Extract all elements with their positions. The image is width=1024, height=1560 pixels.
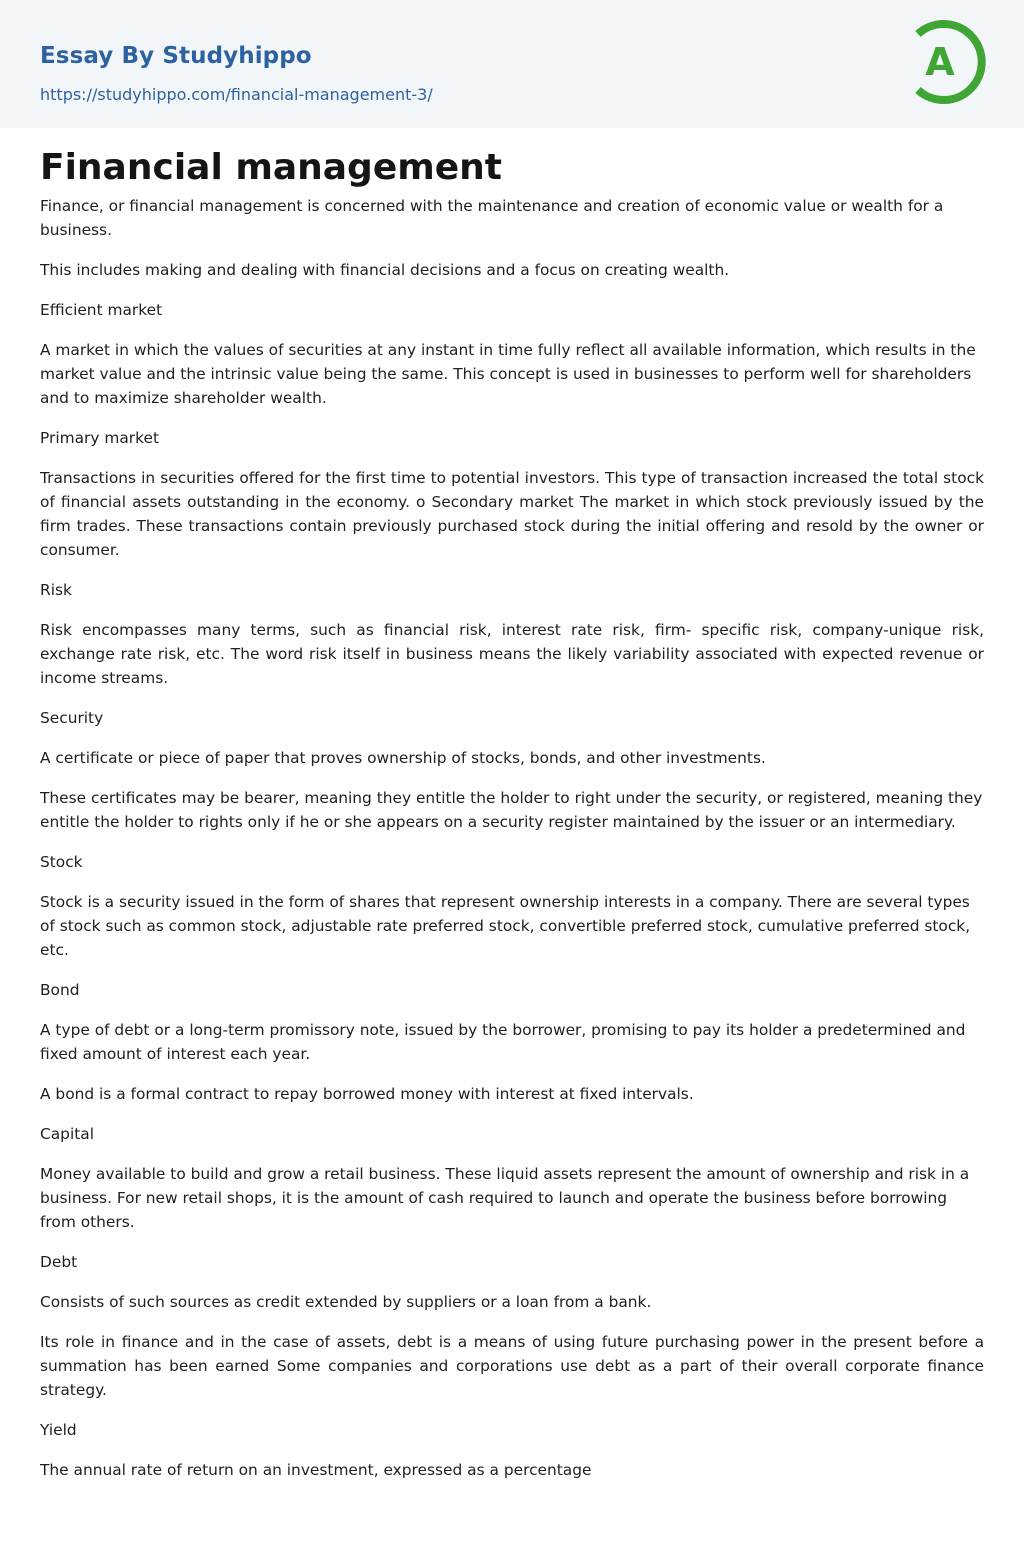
paragraph: Transactions in securities offered for the first time to potential investors. This type of transaction increased the total stock of financial assets outstanding in the economy. o Secondary market The market in which stock previously issued by the firm trades. These transactions contain previously purchased stock during the initial offering and resold by the owner or consumer. xyxy=(40,469,984,559)
term-heading: Bond xyxy=(40,981,80,999)
essay-url-link[interactable]: https://studyhippo.com/financial-management-3/ xyxy=(40,85,433,104)
paragraph: Stock is a security issued in the form of shares that represent ownership interests in a company. There are several types of stock such as common stock, adjustable rate preferred stock, convertible preferred stock, cumulative preferred stock, etc. xyxy=(40,893,971,959)
paragraph: A bond is a formal contract to repay borrowed money with interest at fixed intervals. xyxy=(40,1085,694,1103)
paragraph: A market in which the values of securities at any instant in time fully reflect all available information, which results in the market value and the intrinsic value being the same. This concept is used in businesses to perform well for shareholders and to maximize shareholder wealth. xyxy=(40,341,976,407)
paragraph: Its role in finance and in the case of assets, debt is a means of using future purchasing power in the present before a summation has been earned Some companies and corporations use debt as a part of their overall corporate finance strategy. xyxy=(40,1333,984,1399)
term-heading: Debt xyxy=(40,1253,78,1271)
paragraph: Money available to build and grow a retail business. These liquid assets represent the amount of ownership and risk in a business. For new retail shops, it is the amount of cash required to launch and operate the business before borrowing from others. xyxy=(40,1165,970,1231)
paragraph: The annual rate of return on an investment, expressed as a percentage xyxy=(40,1461,592,1479)
logo-letter: A xyxy=(925,40,955,84)
paragraph: This includes making and dealing with financial decisions and a focus on creating wealth. xyxy=(40,261,730,279)
paragraph: Consists of such sources as credit extended by suppliers or a loan from a bank. xyxy=(40,1293,652,1311)
term-heading: Efficient market xyxy=(40,301,163,319)
studyhippo-logo-icon[interactable] xyxy=(904,16,992,108)
term-heading: Capital xyxy=(40,1125,94,1143)
page-header xyxy=(0,0,1024,128)
essay-body xyxy=(40,194,984,1498)
paragraph: Risk encompasses many terms, such as financial risk, interest rate risk, firm- specific risk, company-unique risk, exchange rate risk, etc. The word risk itself in business means the likely variability associated with expected revenue or income streams. xyxy=(40,621,984,687)
paragraph: These certificates may be bearer, meaning they entitle the holder to right under the security, or registered, meaning they entitle the holder to rights only if he or she appears on a security register maintained by the issuer or an intermediary. xyxy=(40,789,983,831)
term-heading: Primary market xyxy=(40,429,159,447)
paragraph-intro: Finance, or financial management is concerned with the maintenance and creation of economic value or wealth for a business. xyxy=(40,197,944,239)
term-heading: Security xyxy=(40,709,104,727)
term-heading: Yield xyxy=(40,1421,77,1439)
term-heading: Risk xyxy=(40,581,72,599)
paragraph: A certificate or piece of paper that proves ownership of stocks, bonds, and other investments. xyxy=(40,749,766,767)
term-heading: Stock xyxy=(40,853,83,871)
paragraph: A type of debt or a long-term promissory note, issued by the borrower, promising to pay its holder a predetermined and fixed amount of interest each year. xyxy=(40,1021,966,1063)
site-brand[interactable]: Essay By Studyhippo xyxy=(40,43,312,69)
page-title: Financial management xyxy=(40,147,503,188)
